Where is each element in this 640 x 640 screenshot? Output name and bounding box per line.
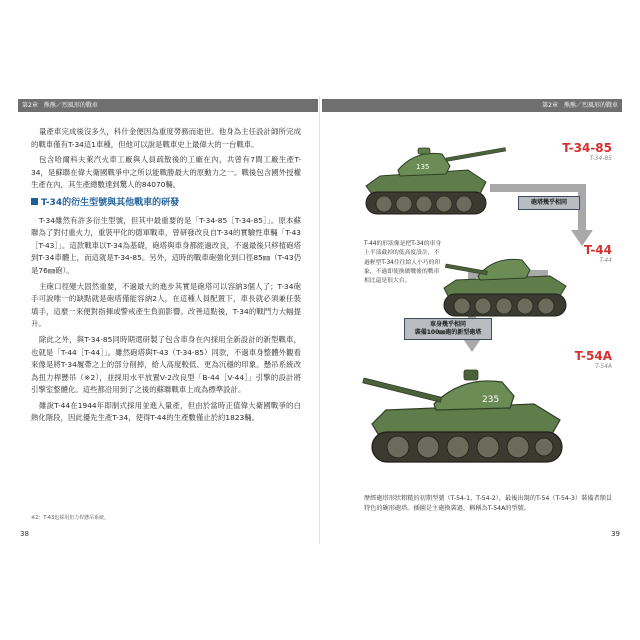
paragraph: 量產車完成後沒多久，科什金便因為重度勞務而逝世。他身為主任設計師所完成的戰車僅有T-34這1車種，但他可以說是戰車史上最偉大的一台戰車。 xyxy=(31,127,301,149)
paragraph: T-34雖然有許多衍生型號，但其中最重要的是「T-34-85［T-34-85］」。原本蘇聯為了對付重火力，重裝甲化的德軍戰車，曾研發改良自T-34的實驗性車輛「T-43［T-43］」。這款戰車以T-34為基礎，砲塔與車身都經過改良，不過最後只移植砲塔到T-34車體上，而這就是T-34-85。另外，這時的戰車砲強化到口徑85㎜（T-43仍是76㎜砲）。 xyxy=(31,215,301,275)
t44-note: T-44的形狀像是把T-34的車身上半部截掉的低高度設計，不過輕型T-34往往給人小巧的印象，不過即使換做戰後的戰車相比還是很大台。 xyxy=(364,241,442,285)
callout-turret-same: 砲塔幾乎相同 xyxy=(518,196,580,210)
section-heading xyxy=(31,197,301,210)
tank-model-name: T-44 xyxy=(583,243,612,257)
tank-model-name: T-54A xyxy=(574,349,612,363)
turret-number: 135 xyxy=(416,163,430,171)
tank-model-subtitle: T-34-85 xyxy=(589,155,612,162)
tank-label xyxy=(552,244,612,264)
book-spread xyxy=(18,96,622,544)
body-text xyxy=(31,126,301,428)
tank-label xyxy=(542,350,612,370)
right-page xyxy=(320,96,622,544)
bullet-square-icon xyxy=(31,198,38,205)
chapter-header: 第2章 熊熊／烈風形的戰車 xyxy=(18,99,318,112)
paragraph: 包含哈爾科夫萊汽火車工廠與人員疏散後的工廠在內，共曾有7間工廠生產T-34，是蘇聯在偉大衛國戰爭中之所以能戰勝最大的原動力之一。戰後包含國外授權生產在內，其生產總數達到驚人的84070輛。 xyxy=(31,155,301,190)
page-number: 39 xyxy=(611,530,620,538)
chapter-header: 第2章 熊熊／烈風形的戰車 xyxy=(322,99,622,112)
paragraph: 雖說T-44在1944年即制式採用並進入量產，但由於當時正值偉大衛國戰爭的白熱化階段，因此優先生產T-34，使得T-44的生產數僅止於約1823輛。 xyxy=(31,400,301,423)
footnote: ※2：T-43也採用扭力桿懸吊系統。 xyxy=(31,515,110,521)
tank-model-subtitle: T-44 xyxy=(599,257,612,264)
left-page xyxy=(18,96,320,544)
turret-number: 235 xyxy=(482,395,500,405)
section-heading-text: T-34的衍生型號與其他戰車的研發 xyxy=(41,197,180,208)
paragraph: 主砲口徑變大固然重要，不過最大的進步其實是砲塔可以容納3個人了；T-34砲手可說唯一的缺點就是砲塔僅能容納2人，在這種人員配置下，車長就必須兼任裝填手，這麼一來便對指揮或警戒產生負面影響。改善這點後，T-34的戰鬥力大幅提升。 xyxy=(31,281,301,329)
paragraph: 除此之外，與T-34-85同時期還研製了包含車身在內採用全新設計的新型戰車，也就是「T-44［T-44］」。雖然砲塔與T-43（T-34-85）同款，不過車身整體外觀看來像是將T-34履帶之上的部分削掉，給人高度較低、更為沉穩的印象。懸吊系統改為扭力桿懸吊（※2），並採用水平放置V-2改良型「B-44［V-44］」引擎的設計將引擎室整體化。這些都沿用到了之後的蘇聯戰車上成為標準設計。 xyxy=(31,334,301,395)
tank-model-subtitle: T-54A xyxy=(595,363,612,370)
tank-model-name: T-34-85 xyxy=(562,141,612,155)
callout-hull-same: 車身幾乎相同 裝備100㎜砲的新型砲塔 xyxy=(404,318,492,340)
figure-caption: 歷經砲塔形狀粗糙的初期型號（T-54-1、T-54-2），最後出現的T-54（T-54-3）裝備者額員特色的碗形砲塔。插圖是主砲換裝過，稱稱為T-54A的型號。 xyxy=(364,495,613,512)
page-number: 38 xyxy=(20,530,29,538)
